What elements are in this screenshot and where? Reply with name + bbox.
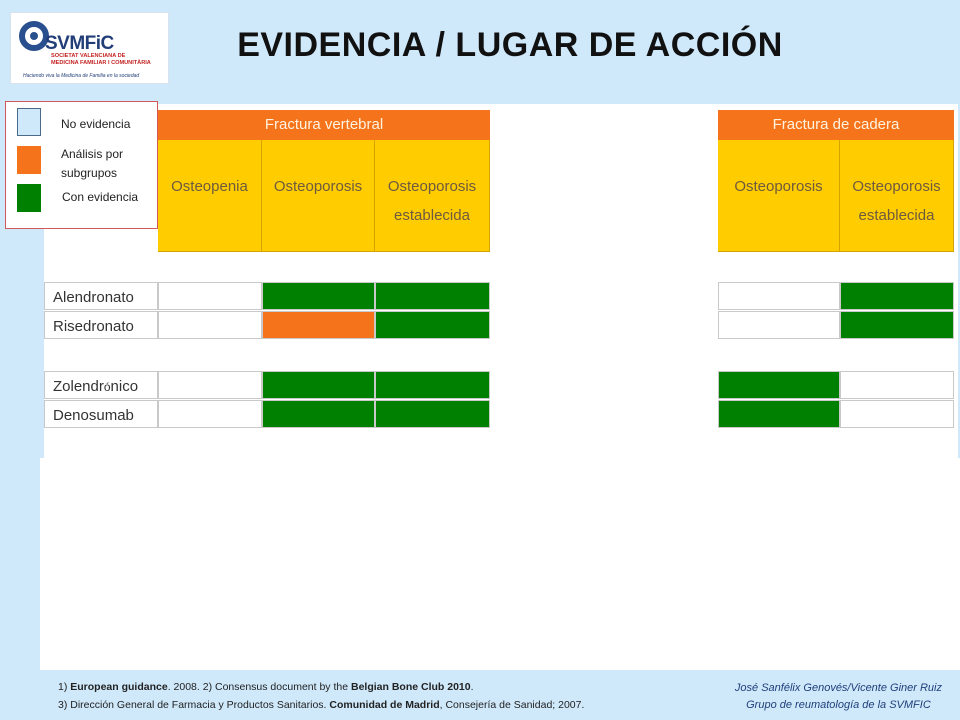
content-background xyxy=(40,458,960,670)
cell-vertebral-r1-c1-none xyxy=(158,282,262,310)
authors-names: José Sanfélix Genovés/Vicente Giner Ruiz xyxy=(734,682,942,694)
footer-authors xyxy=(735,680,942,714)
header-fractura-vertebral: Fractura vertebral xyxy=(158,110,490,140)
cell-vertebral-r1-c2-green xyxy=(262,282,375,310)
cell-cadera-r4-c2-none xyxy=(840,400,954,428)
logo-subtitle xyxy=(51,53,161,66)
authors-group: Grupo de reumatología de la SVMFIC xyxy=(746,699,931,711)
legend xyxy=(5,101,158,229)
cell-vertebral-r2-c1-none xyxy=(158,311,262,339)
ref-text: 3) Dirección General de Farmacia y Productos Sanitarios. xyxy=(58,699,330,711)
logo-subtitle-line: SOCIETAT VALENCIANA DE xyxy=(51,53,126,59)
col-header-cadera-osteoporosis-establecida xyxy=(840,140,954,252)
col-header-text: establecida xyxy=(858,207,935,224)
col-header-osteoporosis-establecida xyxy=(375,140,490,252)
cell-vertebral-r3-c1-none xyxy=(158,371,262,399)
ref-bold: Belgian Bone Club 2010 xyxy=(350,681,471,693)
col-header-text: Osteoporosis xyxy=(273,178,363,195)
cell-vertebral-r4-c2-green xyxy=(262,400,375,428)
row-label-denosumab: Denosumab xyxy=(44,400,158,428)
table-gap xyxy=(490,108,718,460)
legend-label-con-evidencia: Con evidencia xyxy=(62,190,139,204)
ref-bold: Comunidad de Madrid xyxy=(329,699,440,711)
cell-cadera-r1-c2-green xyxy=(840,282,954,310)
cell-vertebral-r3-c2-green xyxy=(262,371,375,399)
row-label-risedronato: Risedronato xyxy=(44,311,158,339)
svmfic-logo xyxy=(10,12,169,84)
cell-vertebral-r1-c3-green xyxy=(375,282,490,310)
cell-vertebral-r3-c3-green xyxy=(375,371,490,399)
col-header-text: Osteoporosis xyxy=(734,178,823,195)
footer-references xyxy=(58,678,584,714)
row-label-zolendronico xyxy=(44,371,158,399)
ref-text: 1) xyxy=(58,681,71,693)
row-label-part: nico xyxy=(110,378,139,395)
legend-label-line: subgrupos xyxy=(61,166,118,180)
legend-swatch-subgrupos xyxy=(17,146,41,174)
logo-motto: Haciendo viva la Medicina de Familia en la sociedad xyxy=(23,73,140,79)
row-label-alendronato: Alendronato xyxy=(44,282,158,310)
cell-cadera-r2-c2-green xyxy=(840,311,954,339)
col-header-osteoporosis xyxy=(262,140,375,252)
ref-text: , Consejería de Sanidad; 2007. xyxy=(439,699,585,711)
logo-name: SVMFiC xyxy=(45,33,114,54)
cell-cadera-r4-c1-green xyxy=(718,400,840,428)
reference-line-1 xyxy=(58,678,584,696)
col-header-text: establecida xyxy=(394,207,470,224)
col-header-osteopenia xyxy=(158,140,262,252)
legend-label-line: Análisis por xyxy=(61,147,124,161)
ref-bold: European guidance xyxy=(70,681,168,693)
ref-text: . 2008. 2) Consensus document by the xyxy=(167,681,351,693)
col-header-cadera-osteoporosis xyxy=(718,140,840,252)
cell-vertebral-r2-c3-green xyxy=(375,311,490,339)
cell-cadera-r2-c1-none xyxy=(718,311,840,339)
ref-text: . xyxy=(470,681,474,693)
legend-swatch-con-evidencia xyxy=(17,184,41,212)
cell-cadera-r3-c2-none xyxy=(840,371,954,399)
cell-vertebral-r4-c3-green xyxy=(375,400,490,428)
cell-cadera-r1-c1-none xyxy=(718,282,840,310)
col-header-text: Osteoporosis xyxy=(387,178,477,195)
reference-line-2 xyxy=(58,696,584,714)
legend-swatch-no-evidencia xyxy=(17,108,41,136)
legend-label-no-evidencia: No evidencia xyxy=(61,117,131,131)
col-header-text: Osteopenia xyxy=(171,178,248,195)
page-title: EVIDENCIA / LUGAR DE ACCIÓN xyxy=(237,26,783,64)
header-fractura-cadera: Fractura de cadera xyxy=(718,110,954,140)
col-header-text: Osteoporosis xyxy=(852,178,941,195)
cell-cadera-r3-c1-green xyxy=(718,371,840,399)
row-label-part: Zolendr xyxy=(53,378,104,395)
row-label-part: ó xyxy=(103,380,111,394)
logo-subtitle-line: MEDICINA FAMILIAR I COMUNITÀRIA xyxy=(51,59,151,66)
legend-label-subgrupos xyxy=(61,145,123,183)
cell-vertebral-r4-c1-none xyxy=(158,400,262,428)
cell-vertebral-r2-c2-orange xyxy=(262,311,375,339)
